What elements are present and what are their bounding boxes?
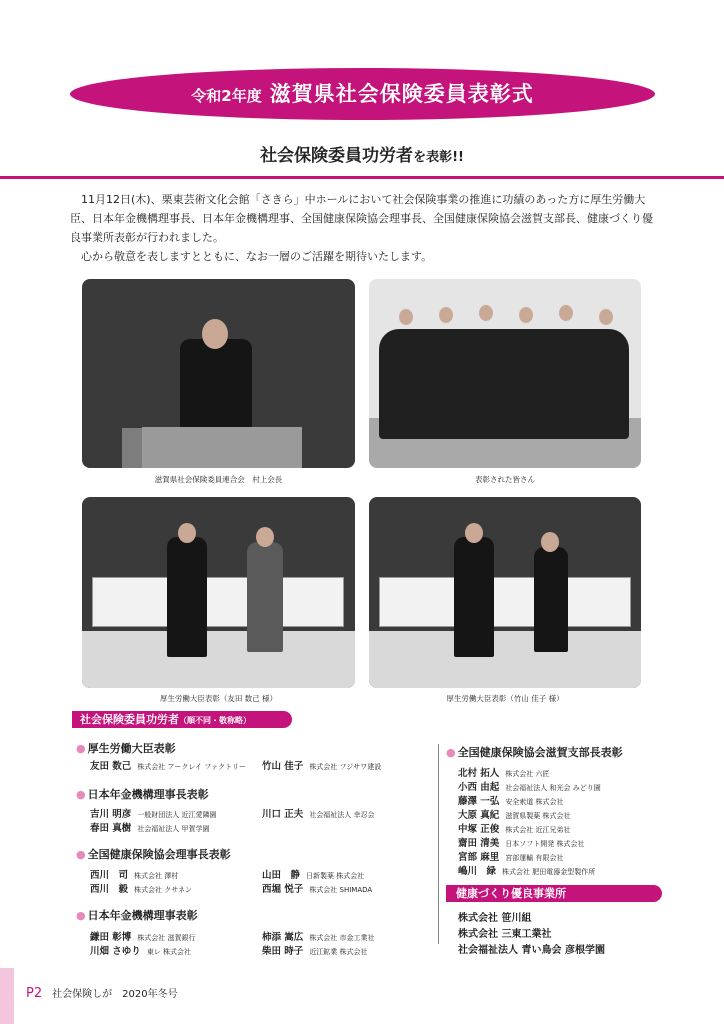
- award-row: 柴田 時子 近江鉱業 株式会社: [262, 946, 368, 957]
- photo-caption-3: 厚生労働大臣表彰（友田 数己 様）: [159, 694, 278, 703]
- healthy-company-item: 社会福祉法人 青い鳥会 彦根学園: [458, 945, 605, 956]
- award-row: 齋田 清美 日本ソフト開発 株式会社: [458, 838, 585, 849]
- award-row: 吉川 明彦 一般財団法人 近江愛隣園: [90, 809, 217, 820]
- photo-caption-1: 滋賀県社会保険委員連合会 村上会長: [154, 475, 283, 484]
- page-title: 滋賀県社会保険委員表彰式: [269, 82, 534, 106]
- award-row: 北村 拓人 株式会社 六匠: [458, 768, 550, 779]
- award-category-4: ● 日本年金機構理事表彰: [76, 909, 198, 922]
- section-title-1: [72, 711, 292, 728]
- award-row: 川口 正夫 社会福祉法人 幸忍会: [262, 809, 375, 820]
- footer: [26, 985, 178, 1001]
- footer-accent: [0, 968, 14, 1024]
- award-row: 友田 数己 株式会社 アークレイ ファクトリー: [90, 761, 247, 772]
- award-category-2: ● 日本年金機構理事長表彰: [76, 788, 209, 801]
- award-category-3: ● 全国健康保険協会理事長表彰: [76, 848, 231, 861]
- title-year: 令和2年度: [191, 87, 262, 105]
- award-row: 山田 静 日新製薬 株式会社: [262, 870, 365, 881]
- award-row: 西堀 悦子 株式会社 SHIMADA: [262, 884, 373, 895]
- subtitle-main: 社会保険委員功労者: [260, 146, 414, 166]
- photo-caption-4: 厚生労働大臣表彰（竹山 佳子 様）: [446, 694, 564, 703]
- award-row: 西川 毅 株式会社 クサネン: [90, 884, 192, 895]
- award-row: 鎌田 彰博 株式会社 滋賀銀行: [90, 932, 196, 943]
- award-row: 春田 真樹 社会福祉法人 甲賀学園: [90, 823, 210, 834]
- photo-group: [369, 279, 641, 468]
- subtitle-small: を表彰!!: [413, 150, 464, 165]
- award-row: 中塚 正俊 株式会社 近江兄弟社: [458, 824, 571, 835]
- publication-name: 社会保険しが 2020年冬号: [52, 989, 178, 1000]
- section-title-1-text: 社会保険委員功労者: [80, 713, 179, 726]
- title-banner: [70, 68, 655, 120]
- page-number: P2: [26, 986, 43, 1001]
- healthy-company-item: 株式会社 笹川組: [458, 913, 532, 924]
- award-row: 西川 司 株式会社 澤村: [90, 870, 179, 881]
- section-title-2: 健康づくり優良事業所: [446, 885, 662, 902]
- subtitle: [0, 141, 724, 166]
- award-row: 藤澤 一弘 安全索道 株式会社: [458, 796, 564, 807]
- award-row: 川畑 さゆり 東レ 株式会社: [90, 946, 192, 957]
- photo-chairman: [82, 279, 355, 468]
- photo-award-tomoda: [82, 497, 355, 688]
- award-row: 竹山 佳子 株式会社 フジサワ建設: [262, 761, 382, 772]
- award-row: 大原 真紀 滋賀県製薬 株式会社: [458, 810, 571, 821]
- award-row: 小西 由起 社会福祉法人 和光会 みどり園: [458, 782, 601, 793]
- award-row: 嶋川 緑 株式会社 肥田電器金型製作所: [458, 866, 596, 877]
- award-row: 柿添 嵩広 株式会社 市金工業社: [262, 932, 375, 943]
- column-divider: [438, 744, 439, 944]
- section-title-1-note: （順不同・敬称略）: [179, 716, 251, 725]
- photo-caption-2: 表彰された皆さん: [475, 475, 535, 484]
- award-row: 宮部 麻里 宮部運輸 有限会社: [458, 852, 564, 863]
- award-category-5: ● 全国健康保険協会滋賀支部長表彰: [446, 746, 623, 759]
- header-rule: [0, 176, 724, 179]
- intro-text: [70, 190, 660, 266]
- photo-award-takeyama: [369, 497, 641, 688]
- intro-para-2: 心から敬意を表しますとともに、なお一層のご活躍を期待いたします。: [81, 250, 433, 263]
- healthy-company-item: 株式会社 三東工業社: [458, 929, 552, 940]
- award-category-1: ● 厚生労働大臣表彰: [76, 742, 176, 755]
- intro-para-1: 11月12日(木)、栗東芸術文化会館「さきら」中ホールにおいて社会保険事業の推進に功績のあった方に厚生労働大臣、日本年金機構理事長、日本年金機構理事、全国健康保険協会理事長、全国健康保険協会滋賀支部長、健康づくり優良事業所表彰が行われました。: [70, 193, 653, 244]
